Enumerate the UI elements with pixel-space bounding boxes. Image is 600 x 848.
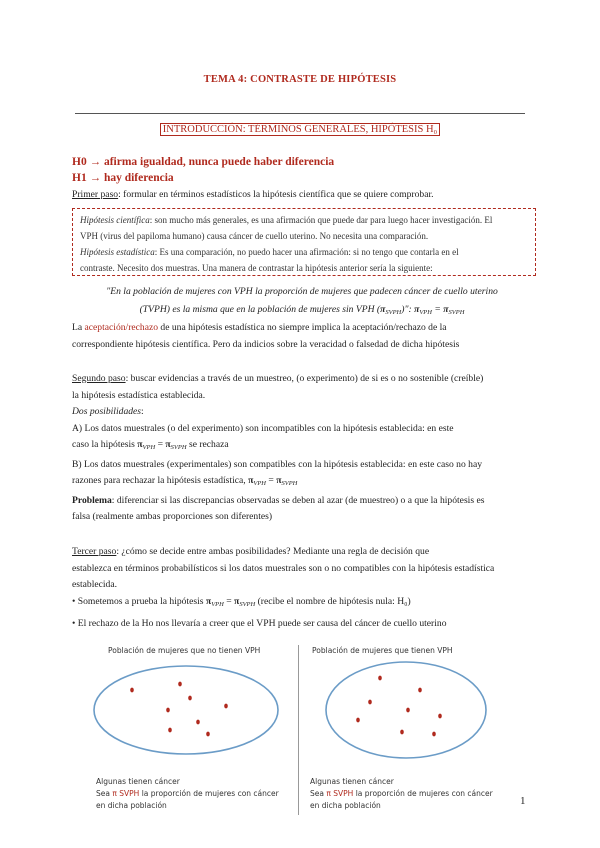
pi-symbol: π — [205, 595, 212, 607]
left-diagram-note — [96, 776, 279, 812]
pi-symbol: π — [380, 304, 386, 315]
b-line-2 — [72, 473, 532, 493]
box-line-4: contraste. Necesito dos muestras. Una manera de contrastar la hipótesis anterior sería la siguiente: — [80, 263, 433, 273]
dos-posibilidades — [72, 404, 532, 421]
acept-red: aceptación/rechazo — [84, 322, 159, 333]
svph-sub: SVPH — [385, 309, 402, 316]
pi-symbol: π — [276, 475, 282, 486]
tercer-paso — [72, 544, 532, 633]
dos-label: Dos posibilidades — [72, 406, 142, 417]
quote-line-2 — [72, 301, 532, 322]
vph-sub: VPH — [211, 600, 224, 608]
right-note2b: la proporción de mujeres con cáncer — [353, 789, 493, 798]
case-dot — [432, 732, 436, 737]
bullet1-a: • Sometemos a prueba la hipótesis — [72, 595, 206, 607]
case-dot — [206, 732, 210, 737]
acept-line-2: correspondiente hipótesis científica. Pero da indicios sobre la veracidad o falsedad de dicha hipótesis — [72, 338, 460, 350]
svph-sub: SVPH — [448, 309, 465, 316]
left-note-1: Algunas tienen cáncer — [96, 777, 180, 786]
case-dot — [168, 728, 172, 733]
bullet1-b: (recibe el nombre de hipótesis nula: H₀) — [255, 595, 411, 607]
left-note-3: en dicha población — [96, 801, 167, 810]
diagram-left-title: Población de mujeres que no tienen VPH — [108, 646, 261, 655]
case-dot — [356, 718, 360, 723]
pi-symbol: π — [137, 439, 143, 450]
tercer-text: : ¿cómo se decide entre ambas posibilidades? Mediante una regla de decisión que — [116, 546, 430, 557]
segundo-text: : buscar evidencias a través de un muestreo, (o experimento) de si es o no sostenible (creíble) — [125, 373, 484, 384]
case-dot — [178, 682, 182, 687]
case-dot — [188, 696, 192, 701]
primer-paso-text: : formular en términos estadísticos la hipótesis científica que se quiere comprobar. — [118, 189, 434, 200]
case-dot — [400, 730, 404, 735]
right-note-symbol: π SVPH — [326, 789, 354, 798]
svph-sub: SVPH — [281, 480, 298, 487]
page-number: 1 — [520, 795, 526, 807]
acept-line-1 — [72, 320, 532, 337]
vph-sub: VPH — [253, 480, 266, 487]
diagram-separator — [298, 645, 299, 815]
right-diagram-note — [310, 776, 493, 812]
pi-symbol: π — [443, 304, 449, 315]
page-title: TEMA 4: CONTRASTE DE HIPÓTESIS — [203, 74, 397, 85]
box-line-2: VPH (virus del papiloma humano) causa cáncer de cuello uterino. No necesita una comparación. — [80, 231, 429, 241]
problema-line-1 — [72, 493, 532, 510]
bullet-2: • El rechazo de la Ho nos llevaría a creer que el VPH puede ser causa del cáncer de cuello uterino — [72, 618, 447, 629]
case-dot — [378, 676, 382, 681]
svph-sub: SVPH — [239, 600, 256, 608]
quote-line2b: )": — [401, 304, 415, 315]
case-dot — [418, 688, 422, 693]
tercer-label: Tercer paso — [72, 546, 117, 557]
b-line-1: B) Los datos muestrales (experimentales) son compatibles con la hipótesis establecida: en este caso no hay — [72, 458, 483, 470]
vph-sub: VPH — [419, 309, 432, 316]
right-note-1: Algunas tienen cáncer — [310, 777, 394, 786]
case-dot — [196, 720, 200, 725]
quote-line-1: "En la población de mujeres con VPH la proporción de mujeres que padecen cáncer de cuello uterino — [106, 286, 498, 297]
eq-sign: = — [431, 304, 444, 315]
section-subtitle — [0, 124, 600, 135]
pi-symbol: π — [248, 475, 254, 486]
box-label-cientifica: Hipótesis científica — [80, 215, 150, 225]
right-population-ellipse — [318, 656, 498, 766]
acept-pre: La — [72, 322, 85, 333]
right-note-3: en dicha población — [310, 801, 381, 810]
box-line-3 — [80, 244, 532, 260]
case-dot — [406, 708, 410, 713]
primer-paso-label: Primer paso — [72, 189, 119, 200]
pi-symbol: π — [414, 304, 420, 315]
right-note-2 — [310, 788, 493, 800]
a-line-1: A) Los datos muestrales (o del experimento) son incompatibles con la hipótesis establecida: en este — [72, 422, 454, 434]
problema-label: Problema — [72, 494, 112, 506]
pi-symbol: π — [165, 439, 171, 450]
box-line1-text: : son mucho más generales, es una afirmación que puede dar para luego hacer investigación. El — [149, 215, 493, 225]
dos-colon: : — [141, 406, 144, 417]
box-label-estadistica: Hipótesis estadística — [80, 247, 155, 257]
box-line3-text: : Es una comparación, no puedo hacer una afirmación: si no tengo que contarla en el — [154, 247, 459, 257]
eq-sign: = — [223, 595, 235, 607]
case-dot — [130, 688, 134, 693]
case-dot — [166, 708, 170, 713]
left-note-2 — [96, 788, 279, 800]
acept-post: de una hipótesis estadística no siempre implica la aceptación/rechazo de la — [158, 322, 447, 333]
bullet-1 — [72, 594, 532, 614]
quote-block — [72, 283, 532, 322]
title-divider — [75, 113, 525, 114]
tercer-line-3: establecida. — [72, 579, 118, 590]
segundo-line-2: la hipótesis estadística establecida. — [72, 389, 206, 401]
h0-heading: H0 → afirma igualdad, nunca puede haber diferencia — [72, 156, 335, 168]
vph-sub: VPH — [142, 444, 156, 451]
subtitle-text: INTRODUCCIÓN: TÉRMINOS GENERALES, HIPÓTESIS H₀ — [160, 123, 440, 136]
eq-sign: = — [265, 475, 277, 486]
acept-paragraph — [72, 320, 532, 353]
a-line2b: se rechaza — [186, 439, 229, 450]
segundo-label: Segundo paso — [72, 373, 126, 384]
problema-text: : diferenciar si las discrepancias observadas se deben al azar (de muestreo) o a que la hipótesis es — [111, 494, 485, 506]
eq-sign: = — [155, 439, 166, 450]
case-dot — [368, 700, 372, 705]
segundo-line-1 — [72, 371, 532, 388]
box-line-1 — [80, 212, 532, 228]
quote-line2a: (TVPH) es la misma que en la población de mujeres sin VPH ( — [139, 304, 381, 315]
case-dot — [438, 714, 442, 719]
segundo-paso — [72, 371, 532, 526]
pi-symbol: π — [234, 595, 240, 607]
problema-line-2: falsa (realmente ambas proporciones son diferentes) — [72, 511, 273, 522]
right-ellipse — [326, 662, 486, 758]
left-population-ellipse — [88, 660, 288, 760]
tercer-line-1 — [72, 544, 532, 561]
b-line2a: razones para rechazar la hipótesis estadística, — [72, 475, 249, 486]
left-note2b: la proporción de mujeres con cáncer — [139, 789, 279, 798]
a-line-2 — [72, 437, 532, 457]
a-line2a: caso la hipótesis — [72, 439, 138, 450]
right-note2a: Sea — [310, 789, 327, 798]
tercer-line-2: establezca en términos probabilísticos si los datos muestrales son o no compatibles con la hipótesis estadística — [72, 562, 495, 574]
primer-paso — [72, 187, 532, 204]
diagram-right-title: Población de mujeres que tienen VPH — [312, 646, 453, 655]
hypothesis-box-text — [80, 212, 532, 276]
left-note-symbol: π SVPH — [112, 789, 140, 798]
svph-sub: SVPH — [170, 444, 187, 451]
left-note2a: Sea — [96, 789, 113, 798]
h1-heading: H1 → hay diferencia — [72, 172, 174, 184]
left-ellipse — [94, 666, 278, 754]
case-dot — [224, 704, 228, 709]
